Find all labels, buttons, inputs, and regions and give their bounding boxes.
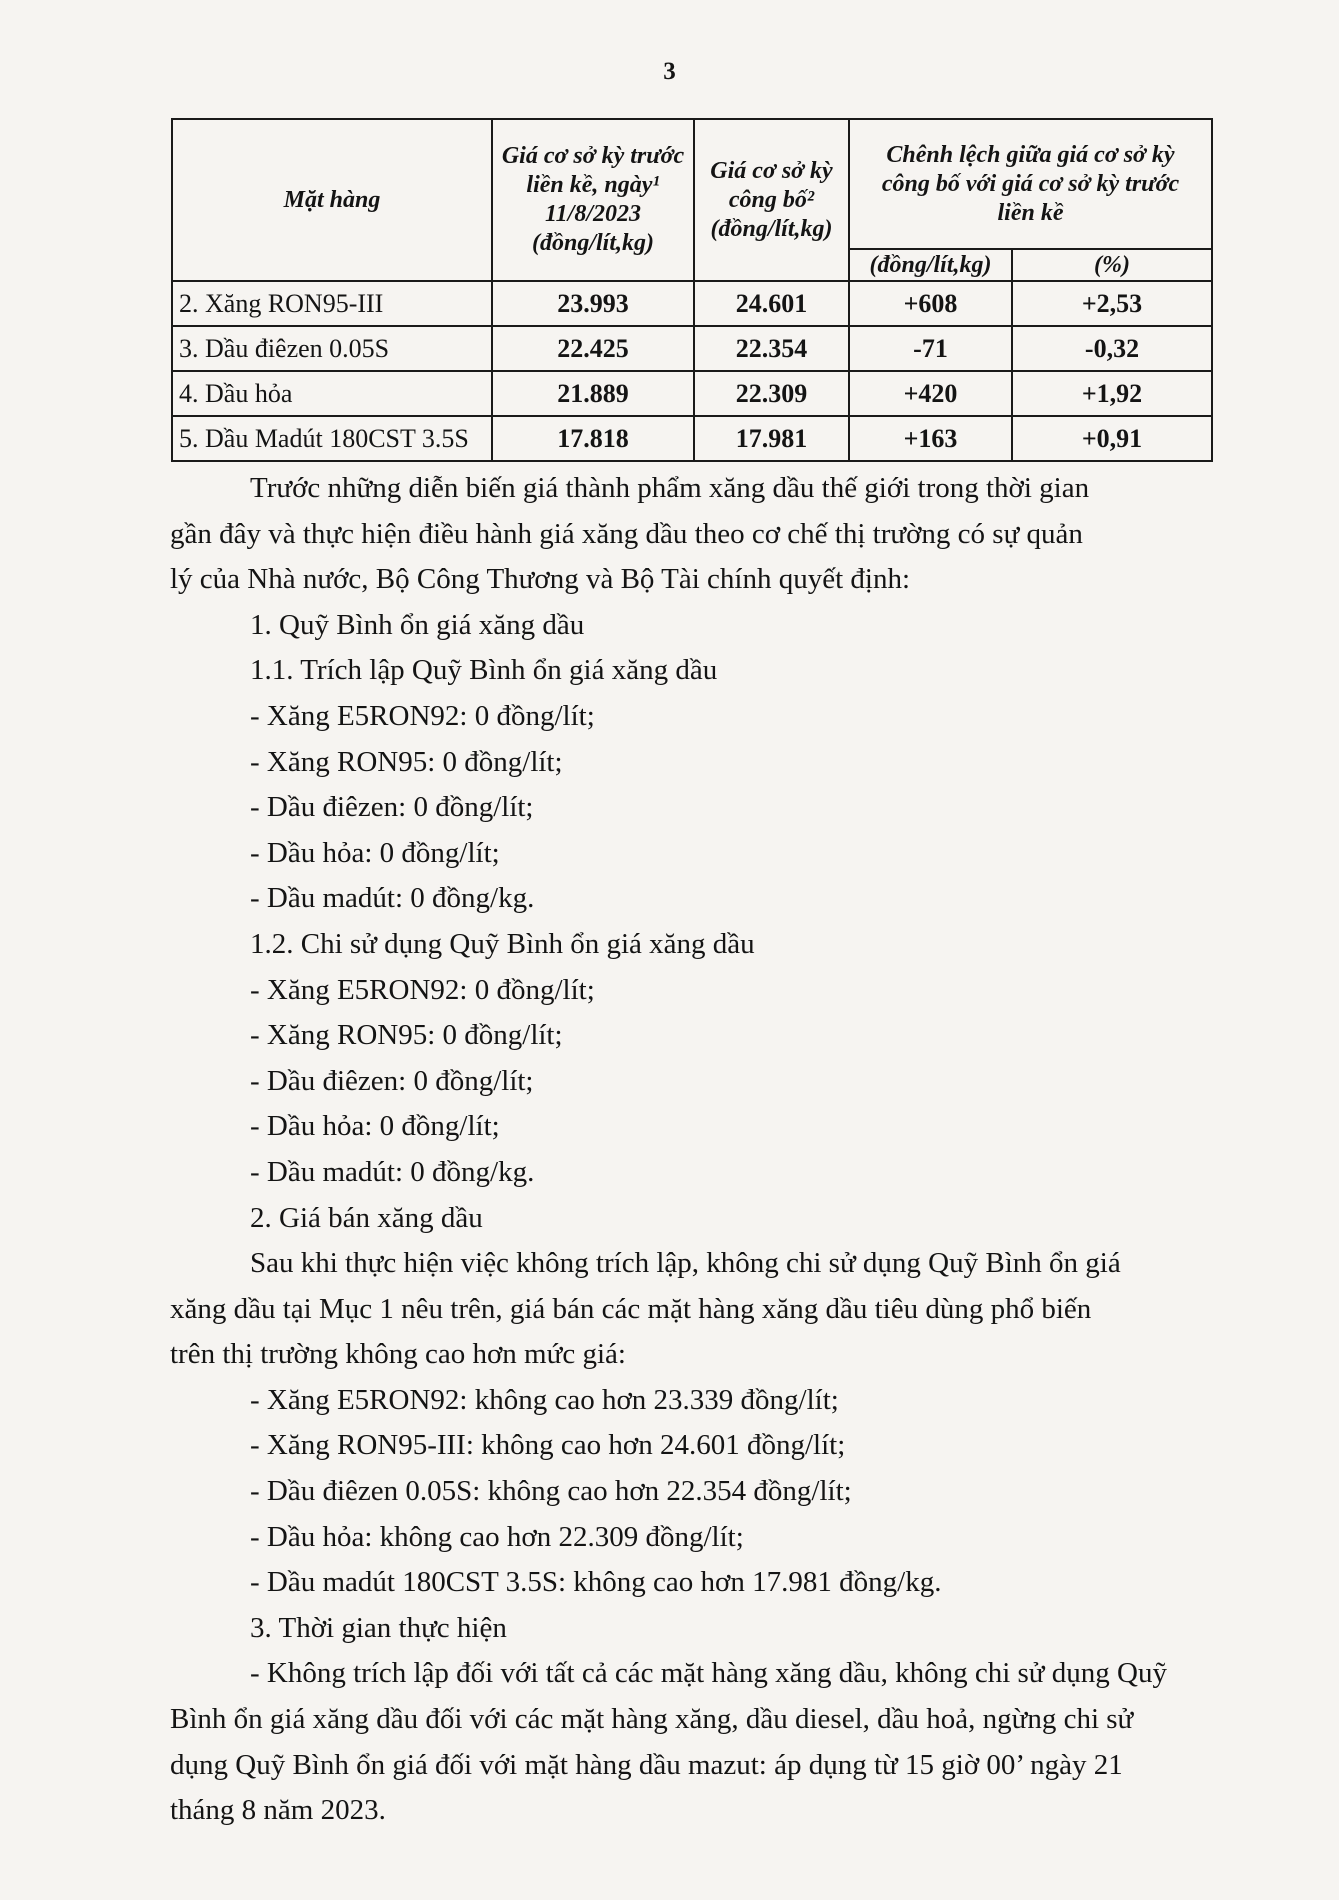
- section-heading: 1. Quỹ Bình ổn giá xăng dầu: [250, 608, 585, 641]
- text-line: tháng 8 năm 2023.: [170, 1794, 386, 1827]
- new-price-cell: 22.309: [694, 371, 849, 416]
- new-price-cell: 17.981: [694, 416, 849, 461]
- page-number: 3: [663, 58, 676, 85]
- price-comparison-table: [171, 118, 1213, 462]
- list-item: - Dầu hỏa: 0 đồng/lít;: [250, 1110, 500, 1143]
- list-item: - Dầu madút 180CST 3.5S: không cao hơn 17.981 đồng/kg.: [250, 1566, 942, 1599]
- diff-abs-cell: -71: [849, 326, 1012, 371]
- header-prev-price: Giá cơ sở kỳ trước liền kề, ngày¹ 11/8/2023 (đồng/lít,kg): [492, 119, 694, 281]
- text-line: dụng Quỹ Bình ổn giá đối với mặt hàng dầu mazut: áp dụng từ 15 giờ 00’ ngày 21: [170, 1748, 1123, 1781]
- list-item: - Dầu điêzen 0.05S: không cao hơn 22.354 đồng/lít;: [250, 1475, 852, 1508]
- item-cell: 3. Dầu điêzen 0.05S: [172, 326, 492, 371]
- text-line: trên thị trường không cao hơn mức giá:: [170, 1338, 626, 1371]
- diff-abs-cell: +608: [849, 281, 1012, 326]
- price-cap-list: [250, 1378, 1210, 1606]
- prev-price-cell: 22.425: [492, 326, 694, 371]
- prev-price-cell: 17.818: [492, 416, 694, 461]
- fund-allocation-list: [250, 694, 1210, 922]
- list-item: - Dầu hỏa: 0 đồng/lít;: [250, 836, 500, 869]
- item-cell: 5. Dầu Madút 180CST 3.5S: [172, 416, 492, 461]
- subsection-heading: 1.1. Trích lập Quỹ Bình ổn giá xăng dầu: [250, 654, 718, 687]
- list-item: - Xăng E5RON92: không cao hơn 23.339 đồng/lít;: [250, 1383, 839, 1416]
- list-item: - Xăng E5RON92: 0 đồng/lít;: [250, 973, 595, 1006]
- table-row: [172, 281, 1212, 326]
- section2-paragraph: [170, 1241, 1210, 1378]
- section-heading: 2. Giá bán xăng dầu: [250, 1201, 483, 1234]
- text-line: Sau khi thực hiện việc không trích lập, không chi sử dụng Quỹ Bình ổn giá: [250, 1247, 1121, 1280]
- header-item: Mặt hàng: [172, 119, 492, 281]
- fund-usage-list: [250, 968, 1210, 1196]
- text-line: Trước những diễn biến giá thành phẩm xăng dầu thế giới trong thời gian: [250, 472, 1090, 504]
- diff-pct-cell: +2,53: [1012, 281, 1212, 326]
- header-diff-abs: (đồng/lít,kg): [849, 249, 1012, 281]
- list-item: - Xăng RON95: 0 đồng/lít;: [250, 1019, 563, 1052]
- header-new-price: Giá cơ sở kỳ công bố² (đồng/lít,kg): [694, 119, 849, 281]
- prev-price-cell: 23.993: [492, 281, 694, 326]
- diff-abs-cell: +163: [849, 416, 1012, 461]
- diff-pct-cell: +1,92: [1012, 371, 1212, 416]
- diff-pct-cell: -0,32: [1012, 326, 1212, 371]
- text-line: Bình ổn giá xăng dầu đối với các mặt hàng xăng, dầu diesel, dầu hoả, ngừng chi sử: [170, 1703, 1134, 1736]
- header-difference: Chênh lệch giữa giá cơ sở kỳ công bố với giá cơ sở kỳ trước liền kề: [849, 119, 1212, 249]
- prev-price-cell: 21.889: [492, 371, 694, 416]
- list-item: - Dầu điêzen: 0 đồng/lít;: [250, 1064, 534, 1097]
- text-line: lý của Nhà nước, Bộ Công Thương và Bộ Tài chính quyết định:: [170, 563, 911, 596]
- intro-paragraph: [170, 466, 1210, 603]
- list-item: - Xăng RON95: 0 đồng/lít;: [250, 745, 563, 778]
- list-item: - Dầu điêzen: 0 đồng/lít;: [250, 791, 534, 824]
- table-row: [172, 371, 1212, 416]
- list-item: - Xăng RON95-III: không cao hơn 24.601 đồng/lít;: [250, 1429, 846, 1462]
- new-price-cell: 22.354: [694, 326, 849, 371]
- section3-paragraph: [170, 1651, 1210, 1833]
- list-item: - Dầu madút: 0 đồng/kg.: [250, 882, 535, 915]
- table-row: [172, 326, 1212, 371]
- list-item: - Dầu madút: 0 đồng/kg.: [250, 1155, 535, 1188]
- new-price-cell: 24.601: [694, 281, 849, 326]
- document-body: [170, 466, 1210, 1834]
- item-cell: 4. Dầu hỏa: [172, 371, 492, 416]
- text-line: xăng dầu tại Mục 1 nêu trên, giá bán các mặt hàng xăng dầu tiêu dùng phổ biến: [170, 1292, 1092, 1325]
- table-row: [172, 416, 1212, 461]
- header-diff-pct: (%): [1012, 249, 1212, 281]
- item-cell: 2. Xăng RON95-III: [172, 281, 492, 326]
- diff-abs-cell: +420: [849, 371, 1012, 416]
- subsection-heading: 1.2. Chi sử dụng Quỹ Bình ổn giá xăng dầu: [250, 927, 755, 960]
- diff-pct-cell: +0,91: [1012, 416, 1212, 461]
- section-heading: 3. Thời gian thực hiện: [250, 1611, 507, 1644]
- list-item: - Xăng E5RON92: 0 đồng/lít;: [250, 699, 595, 732]
- list-item: - Dầu hỏa: không cao hơn 22.309 đồng/lít;: [250, 1520, 744, 1553]
- text-line: - Không trích lập đối với tất cả các mặt hàng xăng dầu, không chi sử dụng Quỹ: [250, 1657, 1167, 1690]
- text-line: gần đây và thực hiện điều hành giá xăng dầu theo cơ chế thị trường có sự quản: [170, 517, 1083, 550]
